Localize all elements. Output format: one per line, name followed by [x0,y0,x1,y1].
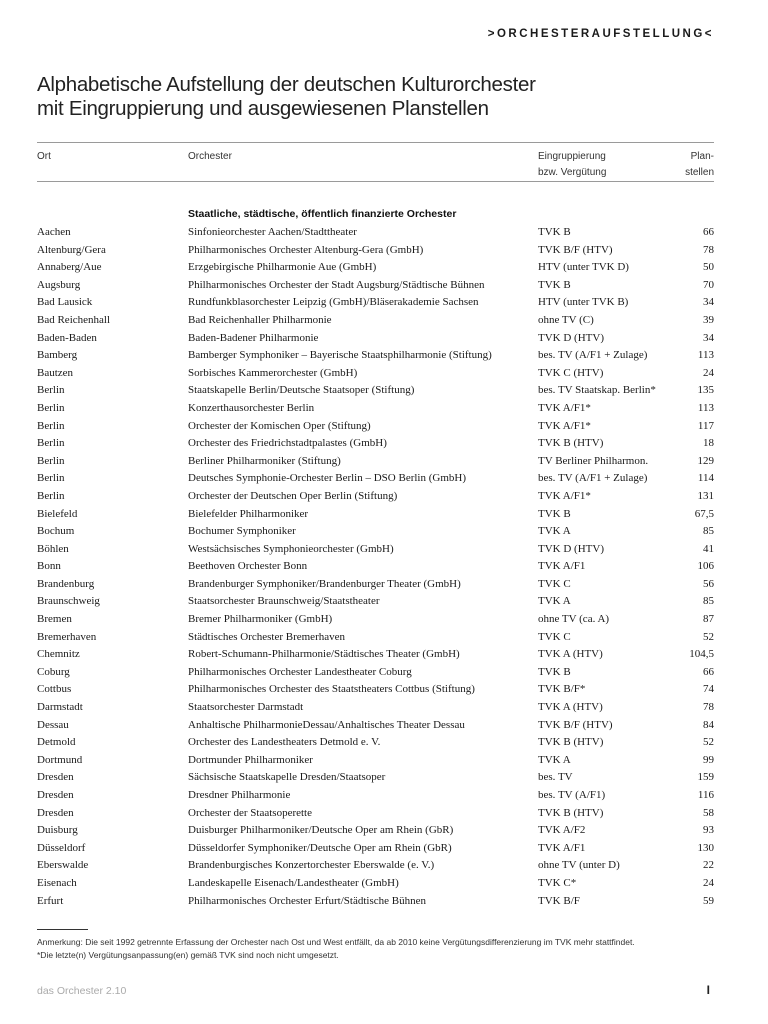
cell-orchester: Dresdner Philharmonie [188,789,291,801]
cell-eingruppierung: TVK C (HTV) [538,366,604,379]
cell-orchester: Philharmonisches Orchester Erfurt/Städtische Bühnen [188,894,426,907]
table-row [0,787,768,805]
cell-orchester: Sinfonieorchester Aachen/Stadttheater [188,226,357,238]
table-row [0,576,768,594]
page-marker: I [706,983,710,997]
cell-eingruppierung: TVK D (HTV) [538,542,604,555]
cell-eingruppierung: bes. TV (A/F1) [538,789,606,801]
cell-eingruppierung: ohne TV (ca. A) [538,613,610,626]
table-row [0,382,768,400]
cell-planstellen: 85 [703,525,714,538]
page-title [37,73,727,121]
cell-ort: Dessau [37,718,69,731]
table-row [0,541,768,559]
cell-orchester: Philharmonisches Orchester des Staatstheaters Cottbus (Stiftung) [188,683,475,696]
cell-orchester: Brandenburger Symphoniker/Brandenburger Theater (GmbH) [188,577,461,590]
table-row [0,365,768,383]
cell-ort: Annaberg/Aue [37,261,102,274]
cell-ort: Berlin [37,437,65,450]
cell-ort: Dresden [37,789,74,801]
cell-eingruppierung: TVK B (HTV) [538,736,604,749]
cell-ort: Augsburg [37,278,81,291]
cell-orchester: Bremer Philharmoniker (GmbH) [188,613,333,626]
cell-planstellen: 52 [703,630,714,643]
cell-planstellen: 58 [703,806,714,819]
table-row [0,646,768,664]
cell-eingruppierung: TV Berliner Philharmon. [538,454,649,467]
cell-eingruppierung: TVK A/F1 [538,841,586,854]
cell-eingruppierung: TVK A/F1* [538,419,591,432]
cell-eingruppierung: TVK A/F1* [538,401,591,414]
cell-eingruppierung: HTV (unter TVK D) [538,261,629,274]
cell-eingruppierung: TVK B/F (HTV) [538,718,613,731]
table-row [0,242,768,260]
cell-ort: Dresden [37,771,74,784]
cell-eingruppierung: TVK B/F [538,894,580,907]
cell-eingruppierung: TVK A [538,753,571,766]
cell-orchester: Orchester des Landestheaters Detmold e. V. [188,736,381,749]
table-row [0,752,768,770]
cell-planstellen: 39 [703,313,714,326]
cell-ort: Erfurt [37,894,64,907]
cell-orchester: Westsächsisches Symphonieorchester (GmbH) [188,542,394,555]
cell-eingruppierung: bes. TV (A/F1 + Zulage) [538,472,648,485]
cell-ort: Bonn [37,560,61,573]
table-row [0,277,768,295]
section-heading: Staatliche, städtische, öffentlich finanzierte Orchester [188,208,457,220]
footnotes [37,936,727,961]
cell-planstellen: 24 [703,366,714,379]
cell-eingruppierung: TVK C [538,630,571,643]
cell-orchester: Rundfunkblasorchester Leipzig (GmbH)/Bläserakademie Sachsen [188,296,479,309]
cell-orchester: Staatsorchester Darmstadt [188,701,304,714]
table-row [0,805,768,823]
cell-orchester: Sächsische Staatskapelle Dresden/Staatsoper [188,771,386,784]
cell-ort: Baden-Baden [37,331,97,344]
table-row [0,400,768,418]
cell-ort: Eberswalde [37,859,89,872]
table-row [0,681,768,699]
cell-planstellen: 70 [703,278,714,291]
table-row [0,629,768,647]
cell-planstellen: 106 [697,560,714,573]
cell-eingruppierung: bes. TV [538,771,573,784]
cell-ort: Berlin [37,384,65,397]
cell-eingruppierung: bes. TV (A/F1 + Zulage) [538,349,648,362]
cell-orchester: Robert-Schumann-Philharmonie/Städtisches Theater (GmbH) [188,648,460,661]
cell-planstellen: 87 [703,613,714,626]
cell-eingruppierung: ohne TV (unter D) [538,859,620,872]
cell-ort: Dresden [37,806,74,819]
cell-eingruppierung: TVK A/F1* [538,489,591,502]
cell-orchester: Berliner Philharmoniker (Stiftung) [188,454,341,467]
cell-planstellen: 131 [697,489,714,502]
table-row [0,312,768,330]
cell-eingruppierung: HTV (unter TVK B) [538,296,629,309]
cell-planstellen: 99 [703,753,714,766]
cell-ort: Bremerhaven [37,630,97,643]
cell-eingruppierung: TVK B [538,226,571,238]
cell-eingruppierung: TVK B [538,665,571,678]
cell-orchester: Bochumer Symphoniker [188,525,296,538]
cell-ort: Cottbus [37,683,72,696]
cell-orchester: Konzerthausorchester Berlin [188,401,315,414]
cell-ort: Eisenach [37,876,77,889]
cell-orchester: Dortmunder Philharmoniker [188,753,313,766]
cell-orchester: Deutsches Symphonie-Orchester Berlin – DSO Berlin (GmbH) [188,472,467,485]
cell-planstellen: 22 [703,859,714,872]
cell-eingruppierung: TVK B/F* [538,683,586,696]
title-line-1: Alphabetische Aufstellung der deutschen Kulturorchester [37,73,536,96]
header-rule-top [37,142,714,143]
publication-footer: das Orchester 2.10 [37,985,127,997]
cell-ort: Bad Reichenhall [37,313,111,326]
cell-orchester: Sorbisches Kammerorchester (GmbH) [188,366,358,379]
cell-orchester: Philharmonisches Orchester der Stadt Augsburg/Städtische Bühnen [188,278,485,291]
cell-planstellen: 34 [703,296,714,309]
cell-ort: Bremen [37,613,72,626]
cell-orchester: Brandenburgisches Konzertorchester Eberswalde (e. V.) [188,859,435,872]
orchestra-table [0,224,768,910]
cell-ort: Bielefeld [37,507,78,520]
table-row [0,769,768,787]
cell-ort: Braunschweig [37,595,100,608]
cell-orchester: Orchester des Friedrichstadtpalastes (GmbH) [188,437,387,450]
cell-planstellen: 84 [703,718,714,731]
cell-planstellen: 50 [703,261,714,274]
table-row [0,893,768,911]
cell-orchester: Bamberger Symphoniker – Bayerische Staatsphilharmonie (Stiftung) [188,349,492,362]
cell-ort: Bochum [37,525,75,538]
cell-eingruppierung: bes. TV Staatskap. Berlin* [538,384,656,397]
cell-eingruppierung: TVK B (HTV) [538,806,604,819]
cell-planstellen: 34 [703,331,714,344]
column-header-orchester: Orchester [188,151,232,162]
table-row [0,330,768,348]
cell-planstellen: 24 [703,876,714,889]
title-line-2: mit Eingruppierung und ausgewiesenen Planstellen [37,97,489,120]
table-row [0,224,768,242]
cell-ort: Aachen [37,226,71,238]
table-row [0,523,768,541]
cell-orchester: Bielefelder Philharmoniker [188,507,309,520]
cell-orchester: Baden-Badener Philharmonie [188,331,319,344]
cell-orchester: Anhaltische PhilharmonieDessau/Anhaltisches Theater Dessau [188,718,465,731]
cell-eingruppierung: TVK A (HTV) [538,701,603,714]
cell-orchester: Philharmonisches Orchester Landestheater Coburg [188,665,412,678]
cell-eingruppierung: TVK B [538,507,571,520]
cell-planstellen: 78 [703,243,714,256]
cell-eingruppierung: TVK D (HTV) [538,331,604,344]
cell-eingruppierung: TVK A [538,595,571,608]
cell-ort: Berlin [37,472,65,485]
cell-orchester: Erzgebirgische Philharmonie Aue (GmbH) [188,261,377,274]
cell-orchester: Orchester der Deutschen Oper Berlin (Stiftung) [188,489,398,502]
cell-ort: Bautzen [37,366,74,379]
header-rule-bottom [37,181,714,182]
table-row [0,734,768,752]
table-row [0,822,768,840]
cell-ort: Bad Lausick [37,296,93,309]
section-tag: >ORCHESTERAUFSTELLUNG< [487,28,714,40]
column-header-planstellen: Plan- stellen [685,151,714,178]
cell-eingruppierung: TVK B/F (HTV) [538,243,613,256]
cell-eingruppierung: TVK A/F1 [538,560,586,573]
table-row [0,611,768,629]
cell-eingruppierung: TVK B [538,278,571,291]
footnote-rule [37,929,88,930]
cell-orchester: Orchester der Komischen Oper (Stiftung) [188,419,371,432]
cell-planstellen: 113 [697,349,714,362]
table-row [0,506,768,524]
cell-orchester: Staatsorchester Braunschweig/Staatstheater [188,595,380,608]
cell-orchester: Städtisches Orchester Bremerhaven [188,630,345,643]
cell-orchester: Staatskapelle Berlin/Deutsche Staatsoper (Stiftung) [188,384,415,397]
cell-ort: Altenburg/Gera [37,243,106,256]
cell-planstellen: 66 [703,226,714,238]
cell-planstellen: 56 [703,577,714,590]
cell-planstellen: 159 [697,771,714,784]
cell-orchester: Philharmonisches Orchester Altenburg-Gera (GmbH) [188,243,424,256]
cell-orchester: Duisburger Philharmoniker/Deutsche Oper am Rhein (GbR) [188,824,454,837]
table-row [0,488,768,506]
cell-planstellen: 135 [697,384,714,397]
table-row [0,347,768,365]
table-row [0,558,768,576]
cell-planstellen: 130 [697,841,714,854]
table-row [0,857,768,875]
cell-eingruppierung: TVK C [538,577,571,590]
cell-ort: Brandenburg [37,577,95,590]
cell-eingruppierung: TVK B (HTV) [538,437,604,450]
cell-planstellen: 74 [703,683,714,696]
cell-planstellen: 116 [697,789,714,801]
cell-planstellen: 78 [703,701,714,714]
cell-ort: Bamberg [37,349,78,362]
cell-ort: Darmstadt [37,701,83,714]
column-header-ort: Ort [37,151,51,162]
table-row [0,259,768,277]
footnote-line-2: *Die letzte(n) Vergütungsanpassung(en) gemäß TVK sind noch nicht umgesetzt. [37,949,339,960]
cell-planstellen: 52 [703,736,714,749]
table-row [0,418,768,436]
cell-orchester: Landeskapelle Eisenach/Landestheater (GmbH) [188,876,399,889]
cell-planstellen: 117 [697,419,714,432]
cell-eingruppierung: TVK A (HTV) [538,648,603,661]
cell-eingruppierung: TVK A [538,525,571,538]
cell-ort: Detmold [37,736,76,749]
cell-ort: Berlin [37,419,65,432]
cell-planstellen: 18 [703,437,714,450]
cell-planstellen: 85 [703,595,714,608]
cell-planstellen: 104,5 [689,648,714,661]
table-row [0,717,768,735]
cell-planstellen: 41 [703,542,714,555]
cell-orchester: Orchester der Staatsoperette [188,806,312,819]
cell-eingruppierung: ohne TV (C) [538,313,594,326]
table-row [0,875,768,893]
table-row [0,294,768,312]
cell-planstellen: 66 [703,665,714,678]
column-header-eingruppierung: Eingruppierung bzw. Vergütung [538,151,607,178]
table-row [0,593,768,611]
cell-ort: Duisburg [37,824,78,837]
cell-planstellen: 113 [697,401,714,414]
cell-eingruppierung: TVK C* [538,876,577,889]
cell-ort: Berlin [37,489,65,502]
table-row [0,664,768,682]
cell-eingruppierung: TVK A/F2 [538,824,586,837]
table-row [0,435,768,453]
cell-ort: Böhlen [37,542,69,555]
cell-ort: Düsseldorf [37,841,86,854]
cell-planstellen: 129 [697,454,714,467]
cell-ort: Chemnitz [37,648,80,661]
cell-planstellen: 114 [697,472,714,485]
cell-ort: Coburg [37,665,70,678]
table-row [0,470,768,488]
cell-orchester: Düsseldorfer Symphoniker/Deutsche Oper am Rhein (GbR) [188,841,452,854]
cell-ort: Berlin [37,454,65,467]
table-row [0,840,768,858]
cell-ort: Dortmund [37,753,83,766]
table-row [0,699,768,717]
cell-orchester: Beethoven Orchester Bonn [188,560,308,573]
cell-planstellen: 59 [703,894,714,907]
cell-planstellen: 67,5 [694,507,714,520]
table-row [0,453,768,471]
cell-orchester: Bad Reichenhaller Philharmonie [188,313,332,326]
cell-ort: Berlin [37,401,65,414]
cell-planstellen: 93 [703,824,714,837]
footnote-line-1: Anmerkung: Die seit 1992 getrennte Erfassung der Orchester nach Ost und West entfällt, da ab 2010 keine Vergütungsdifferenzierung im TVK mehr stattfindet. [37,937,635,947]
